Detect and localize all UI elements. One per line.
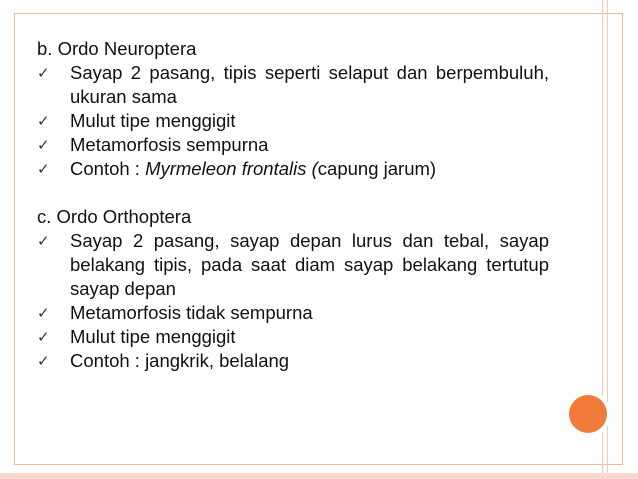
list-item [37,109,549,133]
check-mark-icon: ✓ [37,352,50,370]
list-item [37,325,549,349]
check-mark-icon: ✓ [37,304,50,322]
section-heading: c. Ordo Orthoptera [37,206,192,227]
list-item [37,349,549,373]
list-item-text: Sayap 2 pasang, tipis seperti selaput dan berpembuluh, ukuran sama [70,62,549,107]
list-item-text: Mulut tipe menggigit [70,110,236,131]
decorative-circle [569,395,607,433]
check-mark-icon: ✓ [37,232,50,250]
check-mark-icon: ✓ [37,328,50,346]
list-item-text: Mulut tipe menggigit [70,326,236,347]
list-item [37,301,549,325]
bottom-bar [0,473,638,479]
check-mark-icon: ✓ [37,136,50,154]
check-mark-icon: ✓ [37,160,50,178]
list-item-text: Contoh : jangkrik, belalang [70,350,290,371]
list-item [37,229,549,301]
section-neuroptera [37,37,549,181]
list-item [37,61,549,109]
list-item-text: Metamorfosis tidak sempurna [70,302,313,323]
slide-content [37,37,549,373]
section-orthoptera [37,205,549,373]
list-item-text: Sayap 2 pasang, sayap depan lurus dan tebal, sayap belakang tipis, pada saat diam sayap belakang tertutup sayap depan [70,230,549,299]
check-mark-icon: ✓ [37,64,50,82]
common-name: capung jarum) [317,158,437,179]
list-item [37,133,549,157]
list-item [37,157,549,181]
check-mark-icon: ✓ [37,112,50,130]
list-item-text: Metamorfosis sempurna [70,134,269,155]
scientific-name: Myrmeleon frontalis ( [145,158,318,179]
list-item-text [70,157,549,181]
example-prefix: Contoh : [70,158,146,179]
section-heading: b. Ordo Neuroptera [37,38,197,59]
